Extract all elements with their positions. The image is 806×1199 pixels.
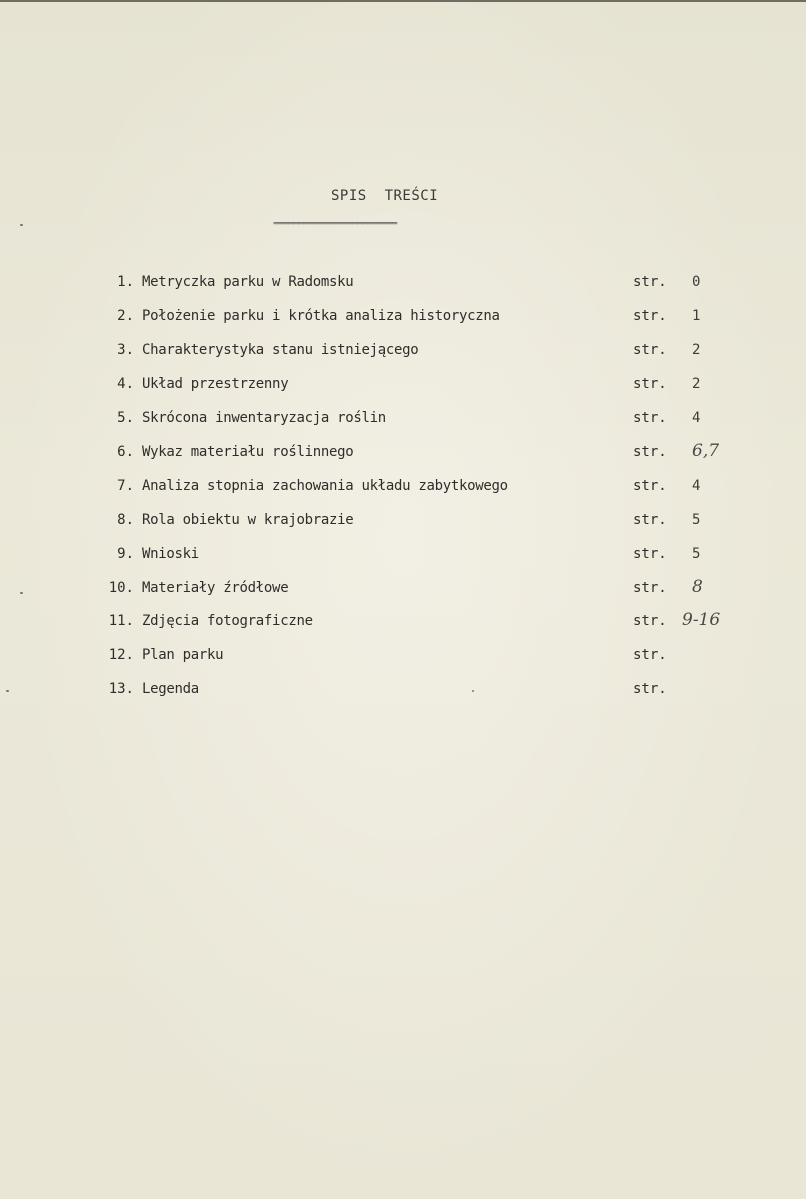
toc-label: Materiały źródłowe [142,580,289,596]
toc-page-prefix: str. [633,512,667,528]
toc-label: Metryczka parku w Radomsku [142,274,354,290]
toc-page-prefix: str. [633,410,667,426]
toc-row [0,681,806,701]
toc-number: 6. [117,444,134,460]
toc-page-prefix: str. [633,580,667,596]
toc-page-number: 2 [692,342,701,358]
toc-number: 11. [108,613,134,629]
toc-row [0,546,806,566]
toc-label: Plan parku [142,647,224,663]
toc-number: 9. [117,546,134,562]
toc-page-number: 5 [692,546,701,562]
toc-page-prefix: str. [633,342,667,358]
title-underline: ========================= [273,218,397,228]
toc-label: Legenda [142,681,199,697]
toc-page-prefix: str. [633,376,667,392]
toc-row [0,274,806,294]
toc-page-prefix: str. [633,647,667,663]
toc-page-prefix: str. [633,681,667,697]
toc-number: 7. [117,478,134,494]
toc-number: 10. [108,580,134,596]
toc-number: 2. [117,308,134,324]
toc-row [0,478,806,498]
toc-row [0,610,806,633]
toc-page-number: 2 [692,376,701,392]
toc-number: 12. [108,647,134,663]
toc-page-prefix: str. [633,308,667,324]
toc-label: Wykaz materiału roślinnego [142,444,354,460]
toc-page-number-handwritten: 8 [692,577,703,597]
toc-number: 13. [108,681,134,697]
toc-row [0,308,806,328]
toc-page-number: 4 [692,478,701,494]
toc-number: 5. [117,410,134,426]
toc-page-number: 1 [692,308,701,324]
toc-row [0,441,806,464]
toc-page-number: 0 [692,274,701,290]
toc-page-number: 4 [692,410,701,426]
toc-page-number-handwritten: 9-16 [682,610,721,630]
toc-row [0,647,806,667]
toc-page-prefix: str. [633,546,667,562]
toc-row [0,376,806,396]
toc-page-prefix: str. [633,444,667,460]
toc-row [0,410,806,430]
toc-row [0,342,806,362]
toc-number: 8. [117,512,134,528]
toc-row [0,512,806,532]
toc-label: Zdjęcia fotograficzne [142,613,313,629]
toc-number: 4. [117,376,134,392]
paper-speck [20,592,23,594]
toc-label: Rola obiektu w krajobrazie [142,512,354,528]
toc-page-number-handwritten: 6,7 [692,441,720,461]
toc-page-prefix: str. [633,613,667,629]
toc-label: Położenie parku i krótka analiza historyczna [142,308,500,324]
toc-number: 3. [117,342,134,358]
toc-number: 1. [117,274,134,290]
page-title: SPIS TREŚCI [331,188,439,204]
paper-speck [472,690,474,692]
toc-page-number: 5 [692,512,701,528]
page-top-edge [0,0,806,2]
toc-label: Skrócona inwentaryzacja roślin [142,410,386,426]
toc-row [0,577,806,600]
toc-label: Wnioski [142,546,199,562]
toc-page-prefix: str. [633,274,667,290]
toc-label: Układ przestrzenny [142,376,289,392]
paper-speck [6,690,9,692]
toc-label: Analiza stopnia zachowania układu zabytkowego [142,478,508,494]
toc-label: Charakterystyka stanu istniejącego [142,342,419,358]
toc-page-prefix: str. [633,478,667,494]
paper-speck [20,224,23,226]
